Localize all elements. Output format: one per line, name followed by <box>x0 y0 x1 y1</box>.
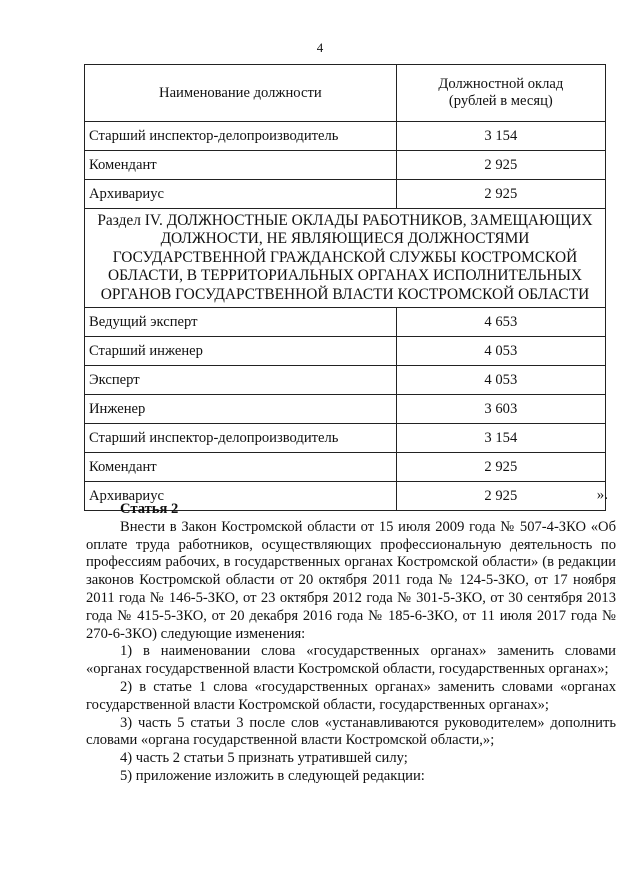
position-name: Ведущий эксперт <box>85 308 397 337</box>
position-name: Комендант <box>85 453 397 482</box>
article-title: Статья 2 <box>120 501 179 517</box>
salary-table <box>84 64 606 511</box>
table-row <box>85 308 606 337</box>
salary-value: 3 603 <box>396 395 605 424</box>
salary-value: 4 053 <box>396 337 605 366</box>
header-salary <box>396 65 605 122</box>
amendment-item: 3) часть 5 статьи 3 после слов «устанавливаются руководителем» дополнить словами «органа государственной власти Костромской области,»; <box>86 714 616 749</box>
salary-value: 4 053 <box>396 366 605 395</box>
salary-value: 2 925 <box>396 482 605 511</box>
table-row <box>85 337 606 366</box>
position-name: Старший инспектор-делопроизводитель <box>85 122 397 151</box>
header-salary-line1: Должностной оклад <box>438 76 564 92</box>
section-title: Раздел IV. ДОЛЖНОСТНЫЕ ОКЛАДЫ РАБОТНИКОВ, ЗАМЕЩАЮЩИХ ДОЛЖНОСТИ, НЕ ЯВЛЯЮЩИЕСЯ ДОЛЖНОСТЯМИ ГОСУДАРСТВЕННОЙ ГРАЖДАНСКОЙ СЛУЖБЫ КОСТРОМСКОЙ ОБЛАСТИ, В ТЕРРИТОРИАЛЬНЫХ ОРГАНАХ ИСПОЛНИТЕЛЬНЫХ ОРГАНОВ ГОСУДАРСТВЕННОЙ ВЛАСТИ КОСТРОМСКОЙ ОБЛАСТИ <box>85 209 606 308</box>
salary-value: 2 925 <box>396 453 605 482</box>
salary-value: 3 154 <box>396 424 605 453</box>
article-2 <box>86 501 616 786</box>
header-position-name: Наименование должности <box>85 65 397 122</box>
section-row <box>85 209 606 308</box>
amendment-item: 4) часть 2 статьи 5 признать утратившей силу; <box>120 750 408 767</box>
position-name: Эксперт <box>85 366 397 395</box>
position-name: Инженер <box>85 395 397 424</box>
table-row <box>85 366 606 395</box>
amendment-item: 2) в статье 1 слова «государственных органах» заменить словами «органах государственной власти Костромской области, государственных органах»; <box>86 678 616 713</box>
position-name: Старший инженер <box>85 337 397 366</box>
table-row <box>85 122 606 151</box>
closing-quote: ». <box>596 487 608 503</box>
position-name: Старший инспектор-делопроизводитель <box>85 424 397 453</box>
position-name: Архивариус <box>85 482 397 511</box>
header-salary-line2: (рублей в месяц) <box>448 93 553 109</box>
amendment-item: 5) приложение изложить в следующей редакции: <box>120 767 425 784</box>
amendment-item: 1) в наименовании слова «государственных органах» заменить словами «органах государственной власти Костромской области, государственных органах»; <box>86 643 616 678</box>
position-name: Комендант <box>85 151 397 180</box>
table-row <box>85 424 606 453</box>
salary-value: 2 925 <box>396 180 605 209</box>
article-intro: Внести в Закон Костромской области от 15 июля 2009 года № 507-4-ЗКО «Об оплате труда работников, осуществляющих профессиональную деятельность по профессиям рабочих, в государственных органах Костромской области» (в редакции законов Костромской области от 20 октября 2011 года № 124-5-ЗКО, от 17 ноября 2011 года № 146-5-ЗКО, от 23 октября 2012 года № 301-5-ЗКО, от 30 сентября 2013 года № 415-5-ЗКО, от 20 декабря 2016 года № 185-6-ЗКО, от 11 июля 2017 года № 270-6-ЗКО) следующие изменения: <box>86 518 616 642</box>
table-row <box>85 395 606 424</box>
page-number: 4 <box>316 40 324 55</box>
table-header-row <box>85 65 606 122</box>
salary-value: 3 154 <box>396 122 605 151</box>
table-row <box>85 180 606 209</box>
position-name: Архивариус <box>85 180 397 209</box>
table-row <box>85 453 606 482</box>
salary-value: 2 925 <box>396 151 605 180</box>
table-row <box>85 151 606 180</box>
salary-value: 4 653 <box>396 308 605 337</box>
